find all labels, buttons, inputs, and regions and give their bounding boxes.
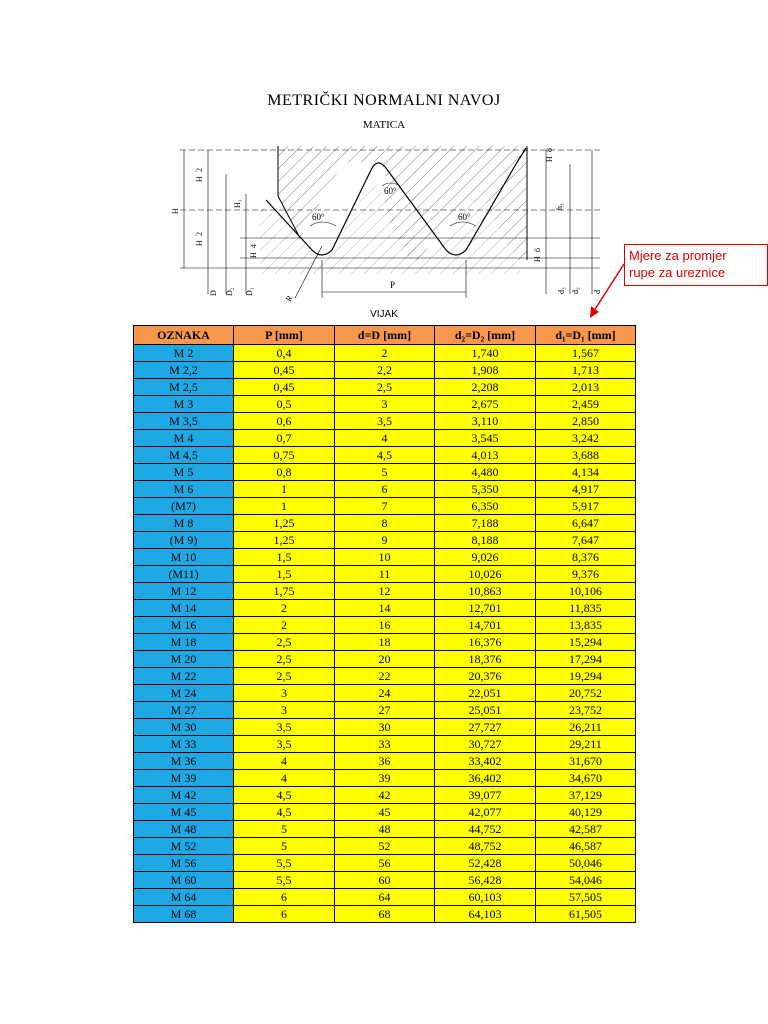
- table-cell: 44,752: [435, 821, 536, 838]
- designation-cell: M 20: [134, 651, 234, 668]
- table-cell: 48,752: [435, 838, 536, 855]
- table-cell: 9: [335, 532, 435, 549]
- table-cell: 4,013: [435, 447, 536, 464]
- table-cell: 5,917: [536, 498, 636, 515]
- table-cell: 46,587: [536, 838, 636, 855]
- thread-profile-diagram: [160, 134, 610, 309]
- table-cell: 56,428: [435, 872, 536, 889]
- table-cell: 5,350: [435, 481, 536, 498]
- table-row: [134, 617, 636, 634]
- table-cell: 3,110: [435, 413, 536, 430]
- table-cell: 3: [234, 685, 335, 702]
- table-cell: 1,25: [234, 515, 335, 532]
- table-cell: 14: [335, 600, 435, 617]
- table-cell: 36: [335, 753, 435, 770]
- table-cell: 29,211: [536, 736, 636, 753]
- table-cell: 0,7: [234, 430, 335, 447]
- table-cell: 42,587: [536, 821, 636, 838]
- table-cell: 42: [335, 787, 435, 804]
- table-row: [134, 736, 636, 753]
- table-cell: 23,752: [536, 702, 636, 719]
- label-H-half-top-num: H: [195, 176, 204, 182]
- table-cell: 3: [234, 702, 335, 719]
- designation-cell: M 5: [134, 464, 234, 481]
- designation-cell: M 10: [134, 549, 234, 566]
- table-cell: 33: [335, 736, 435, 753]
- table-cell: 16: [335, 617, 435, 634]
- label-H-eighth-num: H: [545, 156, 554, 162]
- table-cell: 20: [335, 651, 435, 668]
- designation-cell: M 24: [134, 685, 234, 702]
- label-h3: h₃: [555, 203, 564, 210]
- label-R: R: [283, 293, 295, 303]
- designation-cell: M 39: [134, 770, 234, 787]
- table-row: [134, 362, 636, 379]
- table-cell: 22: [335, 668, 435, 685]
- table-cell: 1,25: [234, 532, 335, 549]
- table-row: [134, 838, 636, 855]
- table-cell: 56: [335, 855, 435, 872]
- table-cell: 1,908: [435, 362, 536, 379]
- table-cell: 5: [234, 838, 335, 855]
- angle-label-right: 60°: [458, 212, 471, 222]
- table-cell: 20,752: [536, 685, 636, 702]
- table-row: [134, 702, 636, 719]
- table-cell: 11: [335, 566, 435, 583]
- designation-cell: M 60: [134, 872, 234, 889]
- designation-cell: M 52: [134, 838, 234, 855]
- table-row: [134, 464, 636, 481]
- table-cell: 6: [234, 889, 335, 906]
- table-cell: 4,5: [234, 804, 335, 821]
- table-cell: 6: [234, 906, 335, 923]
- designation-cell: M 2,5: [134, 379, 234, 396]
- designation-cell: M 2: [134, 345, 234, 362]
- table-cell: 2,5: [234, 634, 335, 651]
- label-H: H: [171, 208, 180, 214]
- designation-cell: M 6: [134, 481, 234, 498]
- table-cell: 0,45: [234, 379, 335, 396]
- vijak-label: VIJAK: [370, 309, 398, 320]
- table-cell: 48: [335, 821, 435, 838]
- table-cell: 5,5: [234, 872, 335, 889]
- table-row: [134, 821, 636, 838]
- table-cell: 0,6: [234, 413, 335, 430]
- designation-cell: M 8: [134, 515, 234, 532]
- matica-label: MATICA: [362, 119, 406, 131]
- table-cell: 8,376: [536, 549, 636, 566]
- label-H-half-top-den: 2: [195, 168, 204, 172]
- table-cell: 3,5: [234, 719, 335, 736]
- table-cell: 0,45: [234, 362, 335, 379]
- table-cell: 1: [234, 481, 335, 498]
- table-cell: 4: [234, 770, 335, 787]
- callout-note: [624, 244, 768, 286]
- table-cell: 34,670: [536, 770, 636, 787]
- table-row: [134, 770, 636, 787]
- table-cell: 22,051: [435, 685, 536, 702]
- designation-cell: M 27: [134, 702, 234, 719]
- table-cell: 4,917: [536, 481, 636, 498]
- designation-cell: M 48: [134, 821, 234, 838]
- table-cell: 3,545: [435, 430, 536, 447]
- table-cell: 4,5: [335, 447, 435, 464]
- table-body: [134, 345, 636, 923]
- designation-cell: M 3,5: [134, 413, 234, 430]
- column-header: d=D [mm]: [335, 326, 435, 345]
- thread-table: [133, 325, 636, 923]
- table-cell: 0,75: [234, 447, 335, 464]
- table-cell: 57,505: [536, 889, 636, 906]
- table-cell: 50,046: [536, 855, 636, 872]
- table-cell: 25,051: [435, 702, 536, 719]
- table-cell: 2,5: [335, 379, 435, 396]
- table-cell: 4,134: [536, 464, 636, 481]
- label-H-quarter-den: 4: [249, 244, 258, 248]
- table-cell: 60: [335, 872, 435, 889]
- designation-cell: M 42: [134, 787, 234, 804]
- table-row: [134, 430, 636, 447]
- designation-cell: M 4,5: [134, 447, 234, 464]
- table-cell: 10: [335, 549, 435, 566]
- designation-cell: M 12: [134, 583, 234, 600]
- label-H-sixth-den: 6: [533, 248, 542, 252]
- table-cell: 6,647: [536, 515, 636, 532]
- table-cell: 37,129: [536, 787, 636, 804]
- table-cell: 17,294: [536, 651, 636, 668]
- table-row: [134, 345, 636, 362]
- table-cell: 2: [335, 345, 435, 362]
- table-cell: 39,077: [435, 787, 536, 804]
- table-cell: 9,376: [536, 566, 636, 583]
- table-cell: 2,208: [435, 379, 536, 396]
- table-cell: 8: [335, 515, 435, 532]
- table-cell: 19,294: [536, 668, 636, 685]
- table-cell: 36,402: [435, 770, 536, 787]
- column-header: d₂=D₂ [mm]: [435, 326, 536, 345]
- table-row: [134, 379, 636, 396]
- table-cell: 2,2: [335, 362, 435, 379]
- table-cell: 39: [335, 770, 435, 787]
- table-cell: 15,294: [536, 634, 636, 651]
- table-cell: 2,459: [536, 396, 636, 413]
- designation-cell: M 64: [134, 889, 234, 906]
- table-cell: 3: [335, 396, 435, 413]
- table-cell: 61,505: [536, 906, 636, 923]
- table-row: [134, 413, 636, 430]
- table-cell: 8,188: [435, 532, 536, 549]
- table-row: [134, 532, 636, 549]
- table-cell: 12,701: [435, 600, 536, 617]
- table-cell: 14,701: [435, 617, 536, 634]
- page-title: METRIČKI NORMALNI NAVOJ: [267, 92, 501, 109]
- table-cell: 1,75: [234, 583, 335, 600]
- table-row: [134, 396, 636, 413]
- table-row: [134, 583, 636, 600]
- table-cell: 64,103: [435, 906, 536, 923]
- table-cell: 18,376: [435, 651, 536, 668]
- table-cell: 2,850: [536, 413, 636, 430]
- table-cell: 33,402: [435, 753, 536, 770]
- table-cell: 4: [234, 753, 335, 770]
- designation-cell: M 14: [134, 600, 234, 617]
- designation-cell: M 16: [134, 617, 234, 634]
- table-cell: 26,211: [536, 719, 636, 736]
- column-header: P [mm]: [234, 326, 335, 345]
- table-cell: 1,713: [536, 362, 636, 379]
- table-cell: 3,5: [234, 736, 335, 753]
- table-cell: 64: [335, 889, 435, 906]
- designation-cell: M 18: [134, 634, 234, 651]
- table-row: [134, 804, 636, 821]
- table-cell: 31,670: [536, 753, 636, 770]
- designation-cell: M 68: [134, 906, 234, 923]
- table-cell: 40,129: [536, 804, 636, 821]
- table-cell: 7,188: [435, 515, 536, 532]
- table-cell: 30,727: [435, 736, 536, 753]
- table-cell: 6,350: [435, 498, 536, 515]
- table-cell: 1,567: [536, 345, 636, 362]
- table-cell: 4,5: [234, 787, 335, 804]
- table-row: [134, 753, 636, 770]
- table-cell: 7: [335, 498, 435, 515]
- designation-cell: M 4: [134, 430, 234, 447]
- table-row: [134, 481, 636, 498]
- table-cell: 12: [335, 583, 435, 600]
- table-cell: 1,5: [234, 566, 335, 583]
- table-row: [134, 447, 636, 464]
- table-cell: 16,376: [435, 634, 536, 651]
- label-H-eighth-den: 8: [545, 148, 554, 152]
- callout-line-1: Mjere za promjer: [629, 248, 727, 263]
- designation-cell: M 33: [134, 736, 234, 753]
- label-D: D: [209, 290, 218, 296]
- table-cell: 30: [335, 719, 435, 736]
- table-row: [134, 515, 636, 532]
- table-cell: 9,026: [435, 549, 536, 566]
- table-row: [134, 787, 636, 804]
- column-header: d₁=D₁ [mm]: [536, 326, 636, 345]
- table-cell: 60,103: [435, 889, 536, 906]
- table-cell: 42,077: [435, 804, 536, 821]
- label-D1: D₁: [245, 287, 254, 296]
- table-row: [134, 872, 636, 889]
- label-P: P: [390, 280, 396, 290]
- designation-cell: (M7): [134, 498, 234, 515]
- table-row: [134, 855, 636, 872]
- table-row: [134, 651, 636, 668]
- table-cell: 0,5: [234, 396, 335, 413]
- designation-cell: M 56: [134, 855, 234, 872]
- table-cell: 3,5: [335, 413, 435, 430]
- table-cell: 2: [234, 600, 335, 617]
- table-cell: 52: [335, 838, 435, 855]
- table-row: [134, 889, 636, 906]
- table-cell: 24: [335, 685, 435, 702]
- designation-cell: M 22: [134, 668, 234, 685]
- label-H-half-bottom-num: H: [195, 240, 204, 246]
- table-row: [134, 719, 636, 736]
- table-row: [134, 685, 636, 702]
- callout-arrow-icon: [582, 262, 630, 322]
- table-cell: 5: [335, 464, 435, 481]
- table-cell: 0,4: [234, 345, 335, 362]
- table-cell: 45: [335, 804, 435, 821]
- designation-cell: (M 9): [134, 532, 234, 549]
- table-cell: 5,5: [234, 855, 335, 872]
- table-cell: 6: [335, 481, 435, 498]
- label-H-quarter-num: H: [249, 252, 258, 258]
- label-d: d: [593, 290, 602, 294]
- callout-line-2: rupe za ureznice: [629, 265, 726, 280]
- table-cell: 4,480: [435, 464, 536, 481]
- designation-cell: M 45: [134, 804, 234, 821]
- designation-cell: M 36: [134, 753, 234, 770]
- table-cell: 10,106: [536, 583, 636, 600]
- table-cell: 11,835: [536, 600, 636, 617]
- table-row: [134, 668, 636, 685]
- label-d2: d₂: [571, 287, 580, 294]
- table-cell: 27: [335, 702, 435, 719]
- label-H-sixth-num: H: [533, 256, 542, 262]
- table-cell: 4: [335, 430, 435, 447]
- table-cell: 5: [234, 821, 335, 838]
- table-cell: 13,835: [536, 617, 636, 634]
- designation-cell: M 2,2: [134, 362, 234, 379]
- table-cell: 0,8: [234, 464, 335, 481]
- table-cell: 18: [335, 634, 435, 651]
- table-cell: 2,013: [536, 379, 636, 396]
- angle-label-top: 60°: [384, 186, 397, 196]
- table-row: [134, 906, 636, 923]
- table-cell: 2,675: [435, 396, 536, 413]
- table-cell: 3,242: [536, 430, 636, 447]
- label-D2: D₂: [225, 287, 234, 296]
- table-cell: 54,046: [536, 872, 636, 889]
- label-d3: d₃: [557, 287, 566, 294]
- table-row: [134, 498, 636, 515]
- table-row: [134, 600, 636, 617]
- table-cell: 3,688: [536, 447, 636, 464]
- table-cell: 1,5: [234, 549, 335, 566]
- designation-cell: M 30: [134, 719, 234, 736]
- designation-cell: (M11): [134, 566, 234, 583]
- table-cell: 52,428: [435, 855, 536, 872]
- label-H1: H₁: [233, 199, 242, 208]
- table-cell: 2: [234, 617, 335, 634]
- table-row: [134, 634, 636, 651]
- column-header: OZNAKA: [134, 326, 234, 345]
- table-cell: 1: [234, 498, 335, 515]
- table-row: [134, 566, 636, 583]
- table-cell: 10,863: [435, 583, 536, 600]
- table-cell: 68: [335, 906, 435, 923]
- table-cell: 7,647: [536, 532, 636, 549]
- table-cell: 1,740: [435, 345, 536, 362]
- angle-label-left: 60°: [312, 212, 325, 222]
- table-cell: 20,376: [435, 668, 536, 685]
- table-cell: 27,727: [435, 719, 536, 736]
- table-header-row: [134, 326, 636, 345]
- label-H-half-bottom-den: 2: [195, 232, 204, 236]
- designation-cell: M 3: [134, 396, 234, 413]
- table-row: [134, 549, 636, 566]
- table-cell: 10,026: [435, 566, 536, 583]
- table-cell: 2,5: [234, 668, 335, 685]
- table-cell: 2,5: [234, 651, 335, 668]
